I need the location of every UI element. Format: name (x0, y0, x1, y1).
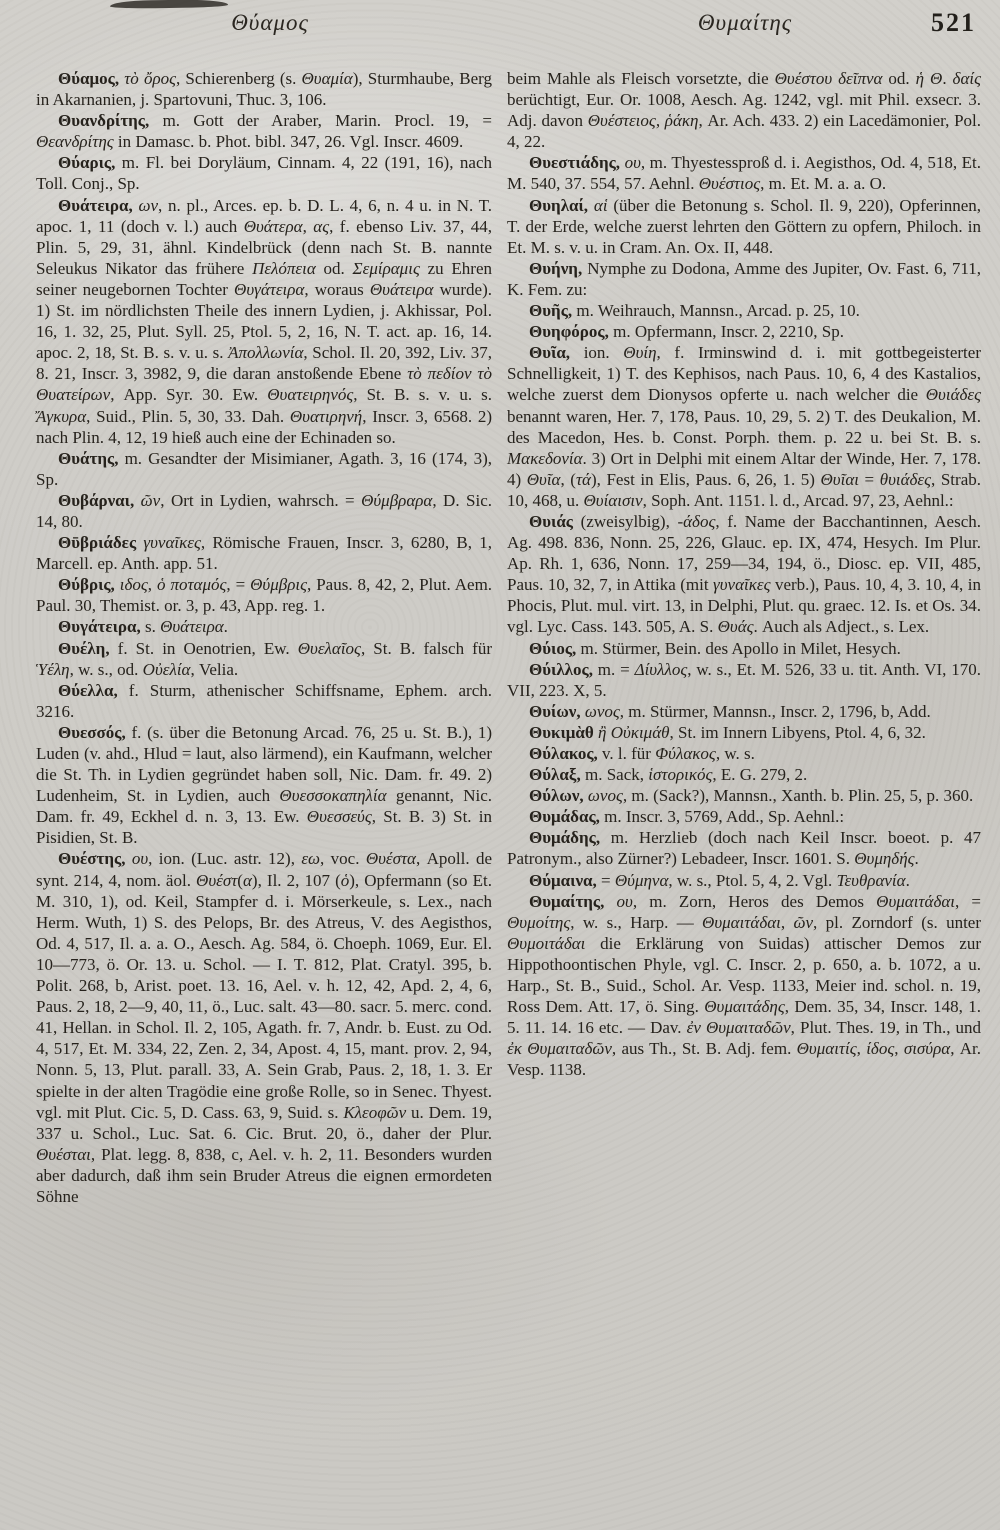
dictionary-entry: Θυανδρίτης, m. Gott der Araber, Marin. Procl. 19, = Θεανδρίτης in Damasc. b. Phot. bibl. 347, 26. Vgl. Inscr. 4609. (36, 111, 492, 152)
greek-text: Θυάτειρα (369, 279, 434, 299)
header-right-headword: Θυμαίτης (697, 10, 793, 35)
header-left-headword: Θύαμος (231, 10, 309, 35)
greek-text: Θυμαιταδῶν (527, 1039, 612, 1059)
entry-headword: Θυήνη, (529, 258, 583, 278)
greek-text: τά (575, 469, 591, 489)
greek-text: Θυατειρηνός (267, 385, 354, 405)
dictionary-entry: Θύλακος, v. l. für Φύλακος, w. s. (529, 744, 755, 763)
greek-text: Θυάτειρα (160, 617, 224, 637)
greek-text: Θυεσσοκαπηλία (279, 786, 387, 806)
entry-headword: Θύιλλος, (529, 659, 593, 679)
greek-text: ων (138, 195, 159, 215)
greek-text: ας (313, 216, 330, 236)
entry-headword: Θυηλαί, (529, 195, 589, 215)
greek-text: θυιάδες (879, 469, 932, 489)
dictionary-entry: Θυεσσός, f. (s. über die Betonung Arcad. 76, 25 u. St. B.), 1) Luden (v. ahd., Hlud = laut, also lärmend), ein Kaufmann, welcher die St. Th. in Lydien gegründet haben soll, Nic. Dam. fr. 49. 2) Ludenheim, St. in Lydien, auch Θυεσσοκαπηλία genannt, Nic. Dam. fr. 49, Eckhel d. n. 3, 13. Ew. Θυεσσεύς, St. B. 3) St. in Pisidien, St. B. (36, 722, 492, 848)
greek-text: ποταμός (170, 575, 227, 595)
greek-text: Ἀπολλωνία (228, 343, 304, 363)
greek-text: ου (624, 153, 641, 173)
right-column (507, 68, 981, 1207)
entry-headword: Θυβάρναι, (58, 490, 135, 510)
dictionary-entry: Θυιάς (zweisylbig), -άδος, f. Name der Bacchantinnen, Aesch. Ag. 498. 836, Nonn. 25, 226, Glauc. ep. IX, 474, Hesych. Im Plur. Ap. Rh. 1, 636, Nonn. 17, 259—34, 194, ö., Diosc. ep. VII, 485, Paus. 10, 32, 7, in Attika (mit γυναῖκες verb.), Paus. 10, 4, 3. 10, 4, in Phocis, Plut. mul. virt. 13, in Delphi, Plut. qu. graec. 12. Is. et Os. 34. vgl. Lyc. Cass. 143. 505, A. S. Θυάς. Auch als Adject., s. Lex. (507, 511, 981, 637)
greek-text: Θυάτερα (243, 216, 303, 236)
dictionary-entry: Θυηλαί, αἱ (über die Betonung s. Schol. Il. 9, 220), Opferinnen, T. der Erde, welche zuerst lehrten den Göttern zu opfern, Philoch. in Et. M. s. v. u. in Cram. An. Ox. II, 448. (507, 195, 981, 257)
greek-text: Θυέστα (365, 849, 416, 869)
greek-text: Θυατείρων (36, 385, 111, 405)
entry-headword: Θυκιμὰθ (529, 722, 594, 742)
left-column (36, 68, 492, 1207)
greek-text: Θυμαιτάδαι (876, 891, 955, 911)
entry-headword: Θυμαίτης, (529, 891, 605, 911)
page-number: 521 (931, 8, 976, 37)
greek-text: Θυμοιτάδαι (507, 933, 586, 953)
entry-headword: Θυανδρίτης, (58, 111, 150, 131)
greek-text: ῶν (793, 912, 814, 932)
greek-text: ιδος (119, 575, 148, 595)
entry-headword: Θύαμος, (58, 69, 120, 88)
entry-headword: Θυιάς (529, 511, 573, 531)
greek-text: Θυῖαι (820, 469, 859, 489)
dictionary-entry: Θυῖα, ion. Θυίη, f. Irminswind d. i. mit gottbegeisterter Schnelligkeit, 1) T. des Kephisos, nach Paus. 10, 6, 4 des Kastalios, welche zuerst dem Dionysos opferte u. nach welcher die Θυιάδες benannt waren, Her. 7, 178, Paus. 10, 29, 5. 2) T. des Deukalion, M. des Macedon, Hes. b. Const. Porph. them. p. 22 u. bei St. B. s. Μακεδονία. 3) Ort in Delphi mit einem Altar der Winde, Her. 7, 178. 4) Θυῖα, (τά), Fest in Elis, Paus. 6, 26, 1. 5) Θυῖαι = θυιάδες, Strab. 10, 468, u. Θυίαισιν, Soph. Ant. 1151. l. d., Arcad. 97, 23, Aehnl.: (507, 343, 981, 510)
greek-text: ῶν (140, 490, 161, 510)
entry-headword: Θύβρις, (58, 575, 115, 595)
greek-text: ωνος (587, 786, 623, 806)
greek-text: Θυατιρηνή (289, 406, 363, 426)
greek-text: Θυίαισιν (583, 490, 643, 510)
greek-text: Σεμίραμις (352, 258, 420, 278)
greek-text: Θυελαῖος (297, 638, 361, 658)
dictionary-entry: Θυίων, ωνος, m. Stürmer, Mannsn., Inscr. 2, 1796, b, Add. (529, 701, 931, 721)
entry-headword: Θυμάδης, (529, 828, 601, 848)
greek-text: Θυέστειος (587, 111, 656, 131)
dictionary-entry: Θυέστης, ου, ion. (Luc. astr. 12), εω, voc. Θυέστα, Apoll. de synt. 214, 4, nom. äol. Θυέστ(α), Il. 2, 107 (ὁ), Opfermann (so Et. M. 310, 1), od. Keil, Stampfer d. i. Mörserkeule, s. Lex., nach Herm. Wuth, 1) S. des Pelops, Br. des Atreus, V. des Aegisthos, Od. 4, 517, Il. a. a. O., Aesch. Ag. 584, ö. Choeph. 1069, Eur. El. 10—773, ö. Or. 13. u. Schol. — I. T. 812, Plat. Cratyl. 395, b. Polit. 268, b, Arist. poet. 13. 16, Ael. v. h. 12, 42, Apd. 2, 4, 6, Paus. 2, 18, 2—9, 40, 11, ö., Luc. salt. 43—80. sacr. 5. merc. cond. 41, Hellan. in Schol. Il. 2, 105, Agath. fr. 7, Andr. b. Eust. zu Od. 4, 517, Et. M. 334, 22, Zen. 2, 34, Apost. 4, 15, mant. prov. 2, 94, Nonn. 5, 13, Plut. parall. 33, A. Sein Grab, Paus. 2, 18, 1. 3. Er spielte in der alten Tragödie eine große Rolle, so in Senec. Thyest. vgl. mit Plut. Cic. 5, D. Cass. 63, 9, Suid. s. Κλεοφῶν u. Dem. 19, 337 u. Schol., Luc. Sat. 6. Cic. Brut. 20, ö., daher der Plur. Θυέσται, Plat. legg. 8, 838, c, Ael. v. h. 2, 11. Besonders wurden aber dadurch, daß ihm sein Bruder Atreus die eignen ermordeten Söhne (36, 849, 493, 1206)
dictionary-entry: Θυμάδας, m. Inscr. 3, 5769, Add., Sp. Aehnl.: (529, 807, 845, 827)
dictionary-entry: Θυῆς, m. Weihrauch, Mannsn., Arcad. p. 25, 10. (529, 301, 860, 321)
greek-text: σισύρα (903, 1039, 951, 1059)
greek-text: Οὐελία (142, 659, 191, 679)
entry-headword: Θύλακος, (529, 744, 598, 763)
greek-text: Θύμηνα (614, 870, 669, 890)
dictionary-entry: Θύιος, m. Stürmer, Bein. des Apollo in Milet, Hesych. (529, 638, 901, 658)
entry-headword: Θυίων, (529, 701, 581, 721)
greek-text: α (242, 870, 252, 890)
entry-headword: Θυεστιάδης, (529, 153, 621, 173)
dictionary-entry: Θυήνη, Nymphe zu Dodona, Amme des Jupiter, Ov. Fast. 6, 711, K. Fem. zu: (507, 258, 981, 299)
greek-text: ἡ (915, 69, 925, 88)
running-header (0, 10, 1000, 50)
entry-headword: Θύλαξ, (529, 765, 581, 785)
entry-headword: Θῡβριάδες (58, 533, 137, 553)
greek-text: Θυμαιτίς (796, 1039, 857, 1059)
greek-text: Θυγάτειρα (234, 279, 305, 299)
entry-headword: Θυεσσός, (58, 722, 126, 742)
entry-headword: Θύελλα, (58, 680, 118, 700)
greek-text: δεῖπνα (838, 69, 883, 88)
greek-text: Θυεσσεύς (306, 807, 372, 827)
greek-text: τὸ (124, 69, 139, 88)
dictionary-entry: Θυάτης, m. Gesandter der Misimianer, Agath. 3, 16 (174, 3), Sp. (36, 448, 492, 489)
dictionary-entry: Θύβρις, ιδος, ὁ ποταμός, = Θύμβρις, Paus. 8, 42, 2, Plut. Aem. Paul. 30, Themist. or. 3, p. 43, App. reg. 1. (36, 575, 493, 616)
greek-text: Θυμαιτάδης (704, 997, 785, 1017)
greek-text: Θυιάδες (925, 385, 981, 405)
entry-headword: Θύμαινα, (529, 870, 597, 890)
greek-text: εω (301, 849, 321, 869)
greek-text: Ἄγκυρα (36, 406, 87, 426)
greek-text: ἐκ (507, 1039, 522, 1059)
entry-headword: Θύαρις, (58, 153, 116, 173)
dictionary-entry: Θύιλλος, m. = Δίυλλος, w. s., Et. M. 526, 33 u. tit. Anth. VI, 170. VII, 223. X, 5. (507, 659, 982, 700)
greek-text: Θυέσται (36, 1144, 91, 1164)
dictionary-entry: Θυμάδης, m. Herzlieb (doch nach Keil Inscr. boeot. p. 47 Patronym., also Zürner?) Lebadeer, Inscr. 1601. S. Θυμηδής. (507, 828, 981, 869)
greek-text: τὸ (407, 364, 422, 384)
greek-text: ὁ (340, 870, 350, 890)
dictionary-entry: Θύαμος, τὸ ὄρος, Schierenberg (s. Θυαμία), Sturmhaube, Berg in Akarnanien, j. Spartovuni, Thuc. 3, 106. (36, 69, 492, 110)
entry-headword: Θυγάτειρα, (58, 617, 141, 637)
greek-text: Θυέστου (774, 69, 833, 88)
entry-headword: Θύιος, (529, 638, 577, 658)
greek-text: αἱ (593, 195, 608, 215)
entry-headword: Θυηφόρος, (529, 322, 609, 342)
dictionary-entry: Θυάτειρα, ων, n. pl., Arces. ep. b. D. L. 4, 6, n. 4 u. in N. T. apoc. 1, 11 (doch v. l.) auch Θυάτερα, ας, f. ebenso Liv. 37, 44, Plin. 5, 29, 31, ähnl. Kindelbrück (denn nach St. B. nannte Seleukus Nikator das frühere Πελόπεια od. Σεμίραμις zu Ehren seiner neugebornen Tochter Θυγάτειρα, woraus Θυάτειρα wurde). 1) St. im nördlichsten Theile des innern Lydien, j. Akhissar, Pol. 16, 1. 32, 25, Plut. Syll. 25, Ptol. 5, 2, 16, N. T. act. ap. 16, 14. apoc. 2, 18, St. B. s. v. u. s. Ἀπολλωνία, Schol. Il. 20, 392, Liv. 37, 8. 21, Inscr. 3, 3982, 9, die daran anstoßende Ebene τὸ πεδίον τὸ Θυατείρων, App. Syr. 30. Ew. Θυατειρηνός, St. B. s. v. u. s. Ἄγκυρα, Suid., Plin. 5, 30, 33. Dah. Θυατιρηνή, Inscr. 3, 6568. 2) nach Plin. 4, 12, 19 hieß auch eine der Echinaden so. (36, 195, 493, 447)
greek-text: ου (131, 849, 149, 869)
text-columns (36, 68, 981, 1207)
greek-text: Θυῖα (526, 469, 561, 489)
dictionary-entry: Θῡβριάδες γυναῖκες, Römische Frauen, Inscr. 3, 6280, B, 1, Marcell. ep. Anth. app. 51. (36, 533, 492, 574)
greek-text: Τευθρανία (836, 870, 906, 890)
greek-text: ου (616, 891, 633, 911)
greek-text: Θυαμία (301, 69, 353, 88)
dictionary-entry: Θύαρις, m. Fl. bei Doryläum, Cinnam. 4, 22 (191, 16), nach Toll. Conj., Sp. (36, 153, 492, 194)
dictionary-entry: Θύμαινα, = Θύμηνα, w. s., Ptol. 5, 4, 2. Vgl. Τευθρανία. (529, 870, 910, 890)
entry-headword: Θύλων, (529, 786, 584, 806)
greek-text: Οὐκιμάθ (610, 722, 670, 742)
greek-text: ὁ (156, 575, 166, 595)
greek-text: ἱστορικός (648, 765, 713, 785)
greek-text: δαίς (952, 69, 981, 88)
greek-text: Θεανδρίτης (36, 132, 114, 152)
greek-text: Θυίη (623, 343, 657, 363)
greek-text: Κλεοφῶν (343, 1102, 407, 1122)
greek-text: ἢ (598, 722, 607, 742)
greek-text: Θ (930, 69, 943, 88)
greek-text: Δίυλλος (634, 659, 688, 679)
greek-text: γυναῖκες (713, 575, 771, 595)
dictionary-entry: Θυηφόρος, m. Opfermann, Inscr. 2, 2210, Sp. (529, 322, 844, 342)
greek-text: πεδίον (427, 364, 472, 384)
greek-text: γυναῖκες (143, 533, 201, 553)
entry-headword: Θυῆς, (529, 301, 573, 321)
dictionary-entry: Θύλαξ, m. Sack, ἱστορικός, E. G. 279, 2. (529, 765, 808, 785)
entry-headword: Θυέλη, (58, 638, 110, 658)
greek-text: Μακεδονία (507, 448, 583, 468)
dictionary-entry: Θύελλα, f. Sturm, athenischer Schiffsname, Ephem. arch. 3216. (36, 680, 492, 721)
entry-headword: Θυμάδας, (529, 807, 600, 827)
greek-text: Θύμβρις (250, 575, 308, 595)
greek-text: Θυμοίτης (507, 912, 571, 932)
greek-text: ωνος (584, 701, 620, 721)
greek-text: Πελόπεια (252, 258, 316, 278)
greek-text: ίδος (866, 1039, 895, 1059)
dictionary-entry: Θυβάρναι, ῶν, Ort in Lydien, wahrsch. = Θύμβραρα, D. Sic. 14, 80. (36, 490, 492, 531)
greek-text: Θυμαιτάδαι (702, 912, 781, 932)
dictionary-entry: Θυμαίτης, ου, m. Zorn, Heros des Demos Θυμαιτάδαι, = Θυμοίτης, w. s., Harp. — Θυμαιτάδαι, ῶν, pl. Zorndorf (s. unter Θυμοιτάδαι die Erklärung von Suidas) attischer Demos zur Hippothoontischen Phyle, vgl. C. Inscr. 2, p. 650, a. b. 1072, a u. Harp., St. B., Suid., Schol. Ar. Vesp. 1133, Meier ind. schol. n. 19, Ross Dem. Att. 17, ö. Sing. Θυμαιτάδης, Dem. 35, 34, Inscr. 148, 1. 5. 11. 14. 16 etc. — Dav. ἐν Θυμαιταδῶν, Plut. Thes. 19, in Th., und ἐκ Θυμαιταδῶν, aus Th., St. B. Adj. fem. Θυμαιτίς, ίδος, σισύρα, Ar. Vesp. 1138. (507, 891, 982, 1080)
dictionary-entry: Θυγάτειρα, s. Θυάτειρα. (58, 617, 228, 637)
dictionary-entry: Θυέλη, f. St. in Oenotrien, Ew. Θυελαῖος, St. B. falsch für Ὑέλη, w. s., od. Οὐελία, Velia. (36, 638, 492, 679)
greek-text: Φύλακος (655, 744, 716, 763)
entry-headword: Θυάτειρα, (58, 195, 133, 215)
greek-text: άδος (683, 511, 716, 531)
greek-text: Θυέστ (196, 870, 238, 890)
entry-headword: Θυῖα, (529, 343, 571, 363)
greek-text: ὄρος (143, 69, 176, 88)
entry-headword: Θυάτης, (58, 448, 119, 468)
entry-headword: Θυέστης, (58, 849, 126, 869)
dictionary-entry: Θυεστιάδης, ου, m. Thyestessproß d. i. Aegisthos, Od. 4, 518, Et. M. 540, 37. 554, 57. Aehnl. Θυέστιος, m. Et. M. a. a. O. (507, 153, 982, 194)
greek-text: τὸ (477, 364, 493, 384)
greek-text: Θύμβραρα (361, 490, 433, 510)
continuation-paragraph: beim Mahle als Fleisch vorsetzte, die Θυέστου δεῖπνα od. ἡ Θ. δαίς berüchtigt, Eur. Or. 1008, Aesch. Ag. 1242, vgl. mit Phil. exsecr. 3. Adj. davon Θυέστειος, ῥάκη, Ar. Ach. 433. 2) ein Lacedämonier, Pol. 4, 22. (507, 69, 982, 152)
greek-text: ἐν (686, 1018, 701, 1038)
dictionary-entry: Θυκιμὰθ ἢ Οὐκιμάθ, St. im Innern Libyens, Ptol. 4, 6, 32. (529, 722, 926, 742)
dictionary-entry: Θύλων, ωνος, m. (Sack?), Mannsn., Xanth. b. Plin. 25, 5, p. 360. (529, 786, 974, 806)
greek-text: Θυμηδής (854, 849, 915, 869)
greek-text: Θυμαιταδῶν (705, 1018, 791, 1038)
greek-text: Ὑέλη (36, 659, 70, 679)
greek-text: Θυέστιος (698, 174, 761, 194)
greek-text: ῥάκη (664, 111, 699, 131)
ink-smudge-artifact (110, 0, 228, 9)
greek-text: Θυάς (717, 617, 754, 637)
